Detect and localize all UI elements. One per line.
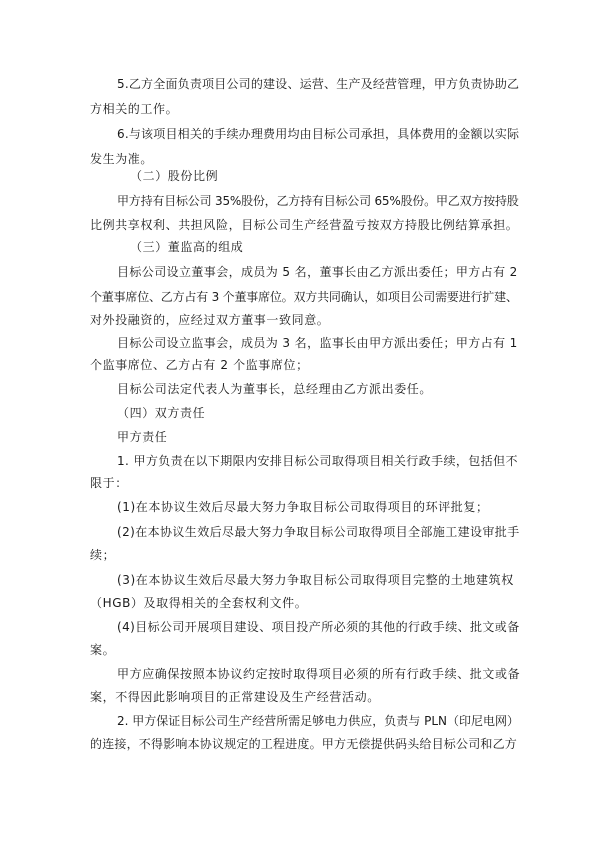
- text-line: 限于：: [90, 476, 128, 490]
- section-heading: （四）双方责任: [117, 406, 206, 420]
- text-line: (3)在本协议生效后尽最大努力争取目标公司取得项目完整的土地建筑权: [117, 573, 514, 587]
- text-line: 甲方应确保按照本协议约定按时取得项目必须的所有行政手续、批文或备: [117, 667, 521, 681]
- text-line: 2. 甲方保证目标公司生产经营所需足够电力供应，负责与 PLN（印尼电网）: [117, 714, 519, 728]
- text-line: 甲方持有目标公司 35%股份，乙方持有目标公司 65%股份。甲乙双方按持股: [117, 194, 519, 208]
- text-line: 目标公司设立监事会，成员为 3 名，监事长由甲方派出委任；甲方占有 1: [117, 336, 518, 350]
- text-line: 目标公司设立董事会，成员为 5 名，董事长由乙方派出委任；甲方占有 2: [117, 265, 518, 279]
- text-line: （HGB）及取得相关的全套权利文件。: [90, 596, 308, 610]
- text-line: 续；: [90, 548, 116, 562]
- text-line: 发生为准。: [90, 152, 154, 166]
- section-heading: （三）董监高的组成: [130, 240, 244, 254]
- text-line: 1. 甲方负责在以下期限内安排目标公司取得项目相关行政手续，包括但不: [117, 454, 518, 468]
- text-line: 个董事席位、乙方占有 3 个董事席位。双方共同确认，如项目公司需要进行扩建、: [90, 290, 518, 304]
- text-line: (2)在本协议生效后尽最大努力争取目标公司取得项目全部施工建设审批手: [117, 525, 520, 539]
- text-line: (4)目标公司开展项目建设、项目投产所必须的其他的行政手续、批文或备: [117, 620, 520, 634]
- text-line: 方相关的工作。: [90, 102, 179, 116]
- text-line: 5.乙方全面负责项目公司的建设、运营、生产及经营管理，甲方负责协助乙: [117, 77, 520, 91]
- text-line: 案，不得因此影响项目的正常建设及生产经营活动。: [90, 690, 380, 704]
- text-line: 6.与该项目相关的手续办理费用均由目标公司承担，具体费用的金额以实际: [117, 127, 520, 141]
- text-line: 目标公司法定代表人为董事长，总经理由乙方派出委任。: [117, 382, 433, 396]
- text-line: 的连接，不得影响本协议规定的工程进度。甲方无偿提供码头给目标公司和乙方: [90, 737, 518, 751]
- text-line: 个监事席位、乙方占有 2 个监事席位；: [90, 358, 309, 372]
- subsection-heading: 甲方责任: [117, 430, 168, 444]
- text-line: 对外投融资的，应经过双方董事一致同意。: [90, 313, 330, 327]
- text-line: 比例共享权利、共担风险，目标公司生产经营盈亏按双方持股比例结算承担。: [90, 218, 519, 232]
- text-line: 案。: [90, 643, 116, 657]
- text-line: (1)在本协议生效后尽最大努力争取目标公司取得项目的环评批复；: [117, 500, 489, 514]
- section-heading: （二）股份比例: [130, 169, 219, 183]
